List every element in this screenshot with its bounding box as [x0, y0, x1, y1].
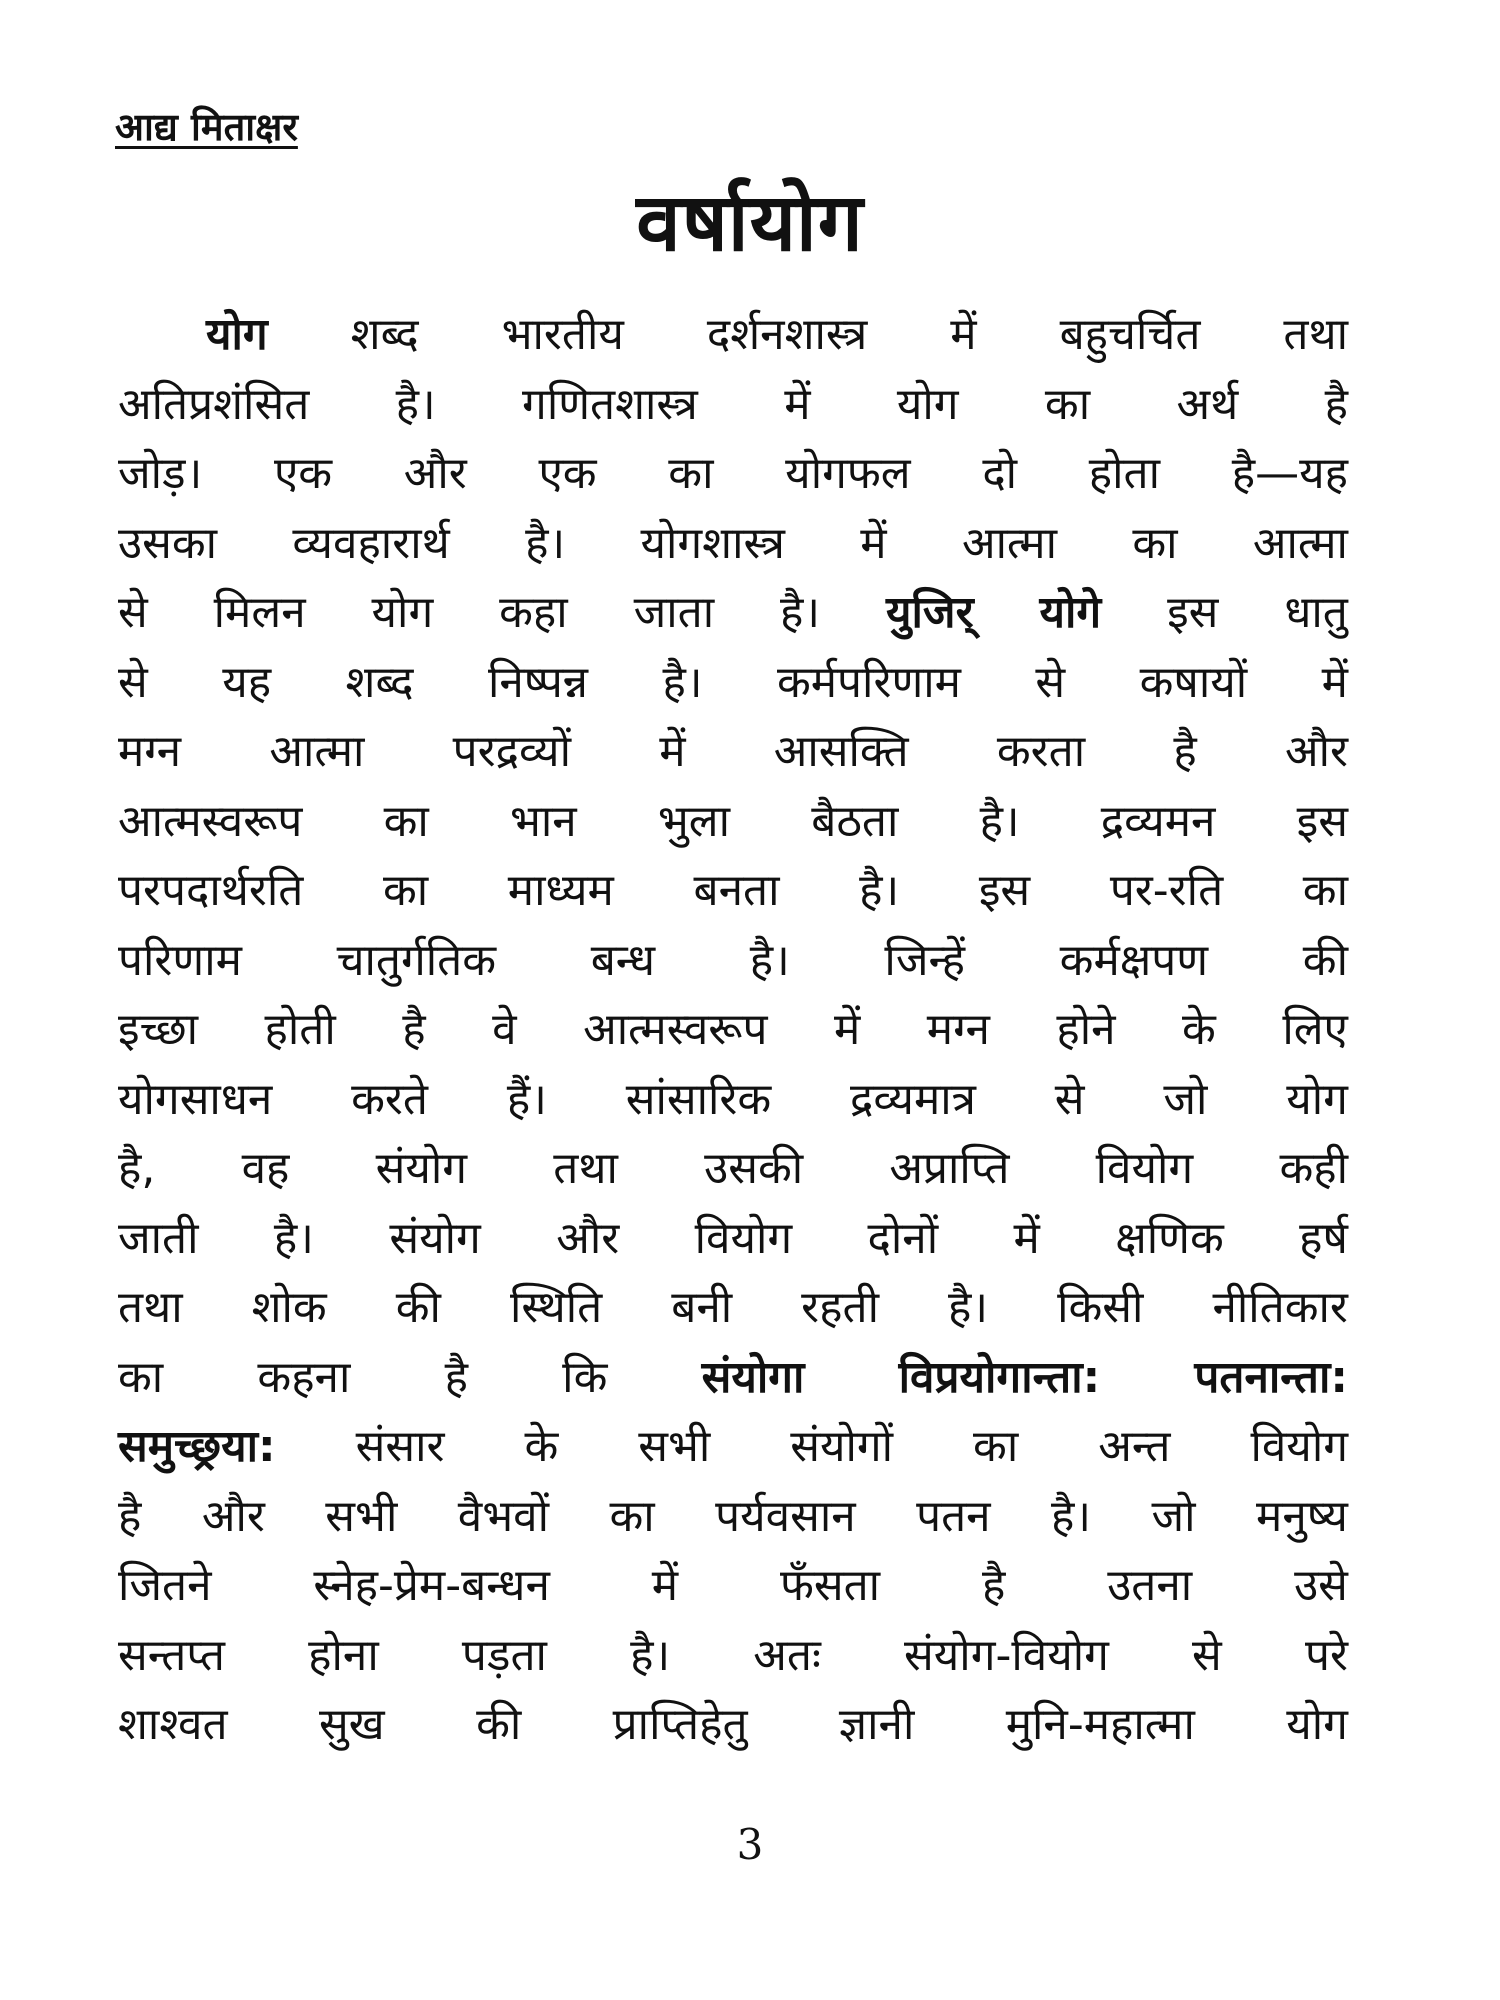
word: सभी	[325, 1490, 398, 1542]
word: आत्मा	[269, 726, 365, 777]
word: होना	[308, 1629, 379, 1681]
word: है।	[395, 378, 436, 430]
word: स्नेह-प्रेम-बन्धन	[313, 1560, 550, 1611]
word: है।	[859, 865, 900, 916]
word: जाती	[118, 1212, 199, 1264]
word: वियोग	[694, 1212, 793, 1264]
word: ज्ञानी	[838, 1699, 915, 1750]
word: भान	[509, 795, 577, 847]
text-line	[118, 300, 1348, 370]
word: करता	[996, 726, 1086, 777]
word: में	[860, 517, 887, 569]
word: है।	[525, 517, 566, 569]
word: चातुर्गतिक	[336, 934, 497, 986]
word: द्रव्यमन	[1100, 795, 1216, 847]
word: पतन	[916, 1490, 991, 1542]
word: सभी	[638, 1421, 711, 1472]
word: है	[444, 1351, 468, 1403]
text-line	[118, 1343, 1348, 1413]
bold-word: पतनान्ता:	[1194, 1351, 1348, 1403]
word: बनी	[671, 1282, 733, 1333]
word: व्यवहारार्थ	[292, 517, 450, 569]
word: आत्मस्वरूप	[118, 795, 303, 847]
word: दर्शनशास्त्र	[706, 309, 868, 360]
word: मिलन	[213, 587, 306, 638]
word: माध्यम	[507, 865, 614, 916]
text-line	[118, 509, 1348, 579]
bold-word: समुच्छ्रया:	[118, 1421, 276, 1472]
text-line	[118, 926, 1348, 996]
word: कहना	[257, 1351, 351, 1403]
word: है।	[749, 934, 790, 986]
word: एक	[273, 448, 333, 499]
chapter-title: वर्षायोग	[636, 176, 864, 269]
word: है।	[948, 1282, 989, 1333]
word: संयोग	[375, 1143, 468, 1194]
word: शब्द	[350, 309, 419, 360]
word: परे	[1304, 1629, 1348, 1681]
word: द्रव्यमात्र	[850, 1073, 976, 1125]
word: है	[1173, 726, 1197, 777]
word: कर्मपरिणाम	[776, 656, 961, 708]
word: है।	[273, 1212, 314, 1264]
word: के	[524, 1421, 559, 1472]
word: क्षणिक	[1115, 1212, 1224, 1264]
word: बहुचर्चित	[1059, 309, 1201, 360]
word: तथा	[553, 1143, 618, 1194]
word: कही	[1279, 1143, 1348, 1194]
word: पड़ता	[461, 1629, 547, 1681]
word: से	[1192, 1629, 1222, 1681]
body-text	[118, 300, 1348, 1760]
word: उसकी	[704, 1143, 804, 1194]
word: तथा	[1283, 309, 1348, 360]
word: सुख	[318, 1699, 385, 1750]
word: जितने	[118, 1560, 212, 1611]
word: उतना	[1107, 1560, 1193, 1611]
word: होता	[1088, 448, 1161, 499]
word: गणितशास्त्र	[522, 378, 698, 430]
word: है	[1324, 378, 1348, 430]
word: करते	[351, 1073, 429, 1125]
text-line	[118, 370, 1348, 440]
word: से	[118, 656, 148, 708]
text-line	[118, 856, 1348, 926]
word: एक	[538, 448, 597, 499]
word: इस	[978, 865, 1031, 916]
word: उसका	[118, 517, 218, 569]
word: योग	[896, 378, 959, 430]
word: योग	[371, 587, 434, 638]
text-line	[118, 717, 1348, 787]
word: और	[556, 1212, 620, 1264]
word: का	[118, 1351, 164, 1403]
word: किसी	[1057, 1282, 1144, 1333]
word: सांसारिक	[625, 1073, 772, 1125]
word: वैभवों	[457, 1490, 550, 1542]
word: जोड़।	[118, 448, 203, 499]
text-line	[118, 1551, 1348, 1621]
word: सन्तप्त	[118, 1629, 226, 1681]
word: जाता	[633, 587, 715, 638]
word: वियोग	[1250, 1421, 1348, 1472]
text-line	[118, 1621, 1348, 1691]
word: शाश्वत	[118, 1699, 228, 1750]
bold-word: युजिर्	[886, 587, 974, 638]
word: प्राप्तिहेतु	[612, 1699, 748, 1750]
word: अतिप्रशंसित	[118, 378, 310, 430]
word: योग	[1286, 1699, 1348, 1750]
running-head: आद्य मिताक्षर	[115, 105, 298, 149]
bold-word: योगे	[1039, 587, 1102, 638]
word: और	[201, 1490, 265, 1542]
word: योगफल	[785, 448, 911, 499]
word: शब्द	[345, 656, 414, 708]
word: अप्राप्ति	[889, 1143, 1010, 1194]
text-line	[118, 578, 1348, 648]
word: पर-रति	[1109, 865, 1224, 916]
word: होती	[264, 1004, 336, 1055]
word: हैं।	[506, 1073, 547, 1125]
word: पर्यवसान	[715, 1490, 856, 1542]
word: शोक	[251, 1282, 327, 1333]
text-line	[118, 995, 1348, 1065]
word: में	[1321, 656, 1348, 708]
word: संयोग	[389, 1212, 481, 1264]
word: स्थिति	[509, 1282, 603, 1333]
word: की	[476, 1699, 522, 1750]
word: से	[118, 587, 148, 638]
word: भारतीय	[501, 309, 624, 360]
word: मनुष्य	[1256, 1490, 1348, 1542]
word: नीतिकार	[1212, 1282, 1348, 1333]
word: भुला	[657, 795, 731, 847]
word: परिणाम	[118, 934, 242, 986]
word: मग्न	[118, 726, 182, 777]
word: इच्छा	[118, 1004, 199, 1055]
word: बनता	[693, 865, 780, 916]
word: दोनों	[867, 1212, 939, 1264]
text-line	[118, 1134, 1348, 1204]
word: जो	[1151, 1490, 1196, 1542]
word: योगसाधन	[118, 1073, 273, 1125]
word: संसार	[355, 1421, 445, 1472]
word: का	[382, 865, 429, 916]
text-line	[118, 1690, 1348, 1760]
text-line	[118, 1204, 1348, 1274]
bold-word: योग	[206, 309, 268, 360]
word: और	[403, 448, 467, 499]
word: आत्मस्वरूप	[583, 1004, 768, 1055]
word: हर्ष	[1299, 1212, 1348, 1264]
word: जिन्हें	[884, 934, 965, 986]
word: संयोग-वियोग	[904, 1629, 1109, 1681]
word: बैठता	[811, 795, 899, 847]
word: मुनि-महात्मा	[1005, 1699, 1195, 1750]
word: है।	[780, 587, 821, 638]
word: वियोग	[1095, 1143, 1194, 1194]
word: तथा	[118, 1282, 183, 1333]
text-line	[118, 1065, 1348, 1135]
word: लिए	[1282, 1004, 1348, 1055]
word: में	[784, 378, 811, 430]
word: की	[1302, 934, 1348, 986]
word: का	[668, 448, 714, 499]
word: फँसता	[779, 1560, 881, 1611]
word: रहती	[801, 1282, 880, 1333]
word: है	[981, 1560, 1006, 1611]
word: का	[1302, 865, 1348, 916]
word: इस	[1167, 587, 1219, 638]
word: है	[402, 1004, 426, 1055]
word: निष्पन्न	[487, 656, 588, 708]
word: कषायों	[1139, 656, 1248, 708]
word: में	[833, 1004, 861, 1055]
word: जो	[1163, 1073, 1208, 1125]
word: आत्मा	[1252, 517, 1348, 569]
word: परद्रव्यों	[452, 726, 571, 777]
text-line	[118, 1412, 1348, 1482]
word: में	[659, 726, 686, 777]
word: परपदार्थरति	[118, 865, 304, 916]
word: है—यह	[1231, 448, 1348, 499]
bold-word: संयोगा	[701, 1351, 805, 1403]
word: की	[395, 1282, 441, 1333]
text-line	[118, 1482, 1348, 1552]
text-line	[118, 787, 1348, 857]
word: योगशास्त्र	[640, 517, 785, 569]
word: अन्त	[1098, 1421, 1171, 1472]
word: का	[383, 795, 429, 847]
bold-word: विप्रयोगान्ता:	[898, 1351, 1101, 1403]
word: कहा	[499, 587, 568, 638]
word: है,	[118, 1143, 156, 1194]
word: है।	[979, 795, 1020, 847]
word: है।	[630, 1629, 671, 1681]
word: से	[1054, 1073, 1085, 1125]
word: में	[1013, 1212, 1040, 1264]
word: है।	[662, 656, 703, 708]
word: होने	[1056, 1004, 1116, 1055]
word: का	[609, 1490, 655, 1542]
word: का	[1044, 378, 1091, 430]
word: है।	[1051, 1490, 1092, 1542]
text-line	[118, 648, 1348, 718]
word: है	[118, 1490, 142, 1542]
word: संयोगों	[790, 1421, 894, 1472]
page-number: 3	[736, 1820, 764, 1869]
word: में	[651, 1560, 679, 1611]
word: अतः	[753, 1629, 821, 1681]
word: इस	[1296, 795, 1348, 847]
word: में	[950, 309, 977, 360]
word: वह	[241, 1143, 290, 1194]
word: उसे	[1294, 1560, 1348, 1611]
word: धातु	[1284, 587, 1348, 638]
word: मग्न	[926, 1004, 990, 1055]
word: कर्मक्षपण	[1059, 934, 1209, 986]
word: से	[1035, 656, 1066, 708]
word: का	[1132, 517, 1178, 569]
word: अर्थ	[1176, 378, 1239, 430]
word: योग	[1286, 1073, 1348, 1125]
text-line	[118, 1273, 1348, 1343]
word: आत्मा	[961, 517, 1057, 569]
word: का	[973, 1421, 1019, 1472]
word: और	[1284, 726, 1348, 777]
text-line	[118, 439, 1348, 509]
word: वे	[492, 1004, 517, 1055]
word: दो	[982, 448, 1018, 499]
word: कि	[562, 1351, 608, 1403]
word: यह	[222, 656, 272, 708]
word: आसक्ति	[773, 726, 909, 777]
word: बन्ध	[590, 934, 656, 986]
word: के	[1182, 1004, 1216, 1055]
